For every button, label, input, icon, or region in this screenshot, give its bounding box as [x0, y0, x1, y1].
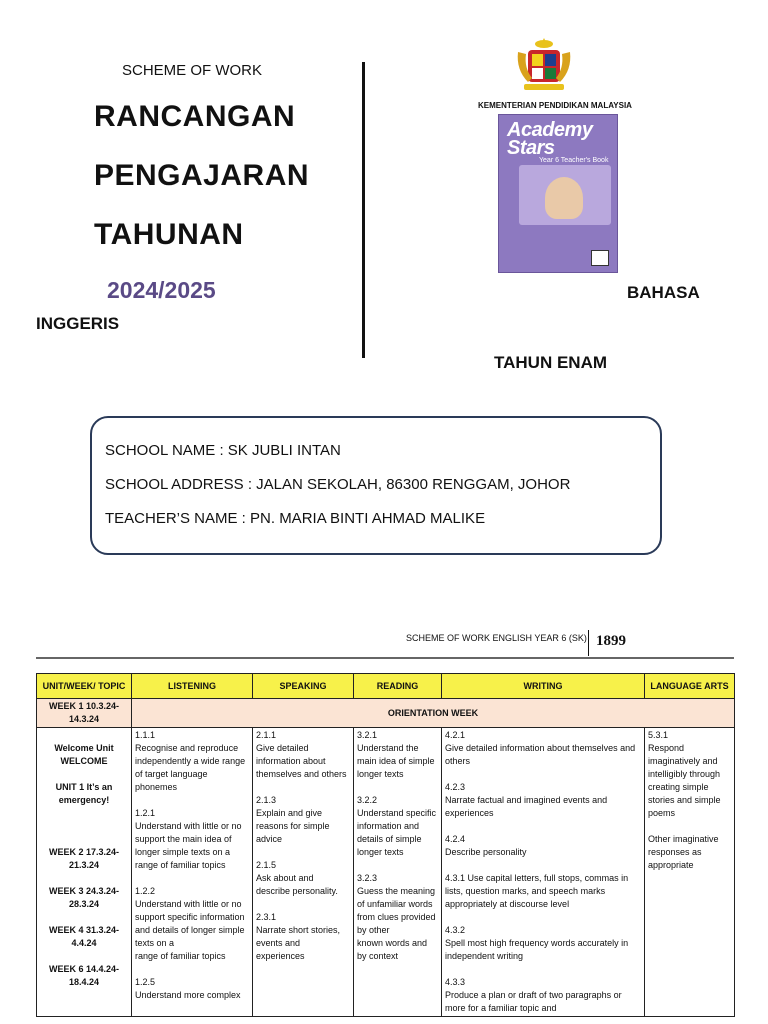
- scheme-of-work-label: SCHEME OF WORK: [122, 62, 263, 79]
- week-6-label: WEEK 6 14.4.24-18.4.24: [48, 964, 120, 987]
- scheme-of-work-table: [36, 673, 735, 1017]
- header-language-arts: LANGUAGE ARTS: [645, 674, 735, 699]
- header-rule: [36, 657, 734, 659]
- listening-cell: 1.1.1 Recognise and reproduce independently a wide range of target language phonemes 1.2.1 Understand with little or no support the main idea of longer simple texts on a range of familiar topics 1.2.2 Understand with little or no support specific information and details of longer simple texts on a range of familiar topics 1.2.5 Understand more complex: [132, 728, 253, 1017]
- table-row: [37, 728, 735, 1017]
- qr-code-icon: [591, 250, 609, 266]
- header-unit-week-topic: UNIT/WEEK/ TOPIC: [37, 674, 132, 699]
- table-header-row: [37, 674, 735, 699]
- page-number: 1899: [596, 633, 626, 649]
- header-divider: [588, 630, 589, 656]
- cover-title-line-1: RANCANGAN: [94, 100, 296, 133]
- ministry-label: KEMENTERIAN PENDIDIKAN MALAYSIA: [478, 101, 632, 110]
- orientation-week-cell: ORIENTATION WEEK: [132, 699, 735, 728]
- unit-topic-cell: [37, 728, 132, 1017]
- school-address: SCHOOL ADDRESS : JALAN SEKOLAH, 86300 RENGGAM, JOHOR: [105, 476, 571, 493]
- year-level: TAHUN ENAM: [494, 353, 608, 372]
- teacher-name: TEACHER’S NAME : PN. MARIA BINTI AHMAD MALIKE: [105, 510, 486, 527]
- header-reading: READING: [354, 674, 442, 699]
- subject-inggeris: INGGERIS: [36, 314, 120, 333]
- cover-divider: [362, 62, 365, 358]
- malaysia-crest-icon: [512, 34, 576, 96]
- header-speaking: SPEAKING: [253, 674, 354, 699]
- textbook-cover-image: Academy Stars Year 6 Teacher's Book: [498, 114, 618, 273]
- writing-cell: 4.2.1 Give detailed information about themselves and others 4.2.3 Narrate factual and imagined events and experiences 4.2.4 Describe personality 4.3.1 Use capital letters, full stops, commas in lists, question marks, and speech marks appropriately at discourse level 4.3.2 Spell most high frequency words accurately in independent writing 4.3.3 Produce a plan or draft of two paragraphs or more for a familiar topic and: [442, 728, 645, 1017]
- week-2-label: WEEK 2 17.3.24-21.3.24: [48, 847, 120, 870]
- reading-cell: 3.2.1 Understand the main idea of simple longer texts 3.2.2 Understand specific information and details of simple longer texts 3.2.3 Guess the meaning of unfamiliar words from clues provided by other known words and by context: [354, 728, 442, 1017]
- speaking-cell: 2.1.1 Give detailed information about themselves and others 2.1.3 Explain and give reasons for simple advice 2.1.5 Ask about and describe personality. 2.3.1 Narrate short stories, events and experiences: [253, 728, 354, 1017]
- week-1-cell: WEEK 1 10.3.24-14.3.24: [37, 699, 132, 728]
- week-3-label: WEEK 3 24.3.24-28.3.24: [48, 886, 120, 909]
- cover-title-line-2: PENGAJARAN: [94, 159, 310, 192]
- cover-title-line-3: TAHUNAN: [94, 218, 244, 251]
- week-4-label: WEEK 4 31.3.24-4.4.24: [48, 925, 120, 948]
- language-arts-cell: 5.3.1 Respond imaginatively and intelligibly through creating simple stories and simple poems Other imaginative responses as appropriate: [645, 728, 735, 1017]
- welcome-unit: Welcome Unit WELCOME: [54, 743, 114, 766]
- table-row: [37, 699, 735, 728]
- subject-bahasa: BAHASA: [627, 283, 700, 302]
- header-listening: LISTENING: [132, 674, 253, 699]
- unit-1-title: UNIT 1 It’s an emergency!: [55, 782, 113, 805]
- page-header-title: SCHEME OF WORK ENGLISH YEAR 6 (SK): [406, 633, 587, 643]
- school-name: SCHOOL NAME : SK JUBLI INTAN: [105, 442, 341, 459]
- academic-year: 2024/2025: [107, 277, 216, 303]
- header-writing: WRITING: [442, 674, 645, 699]
